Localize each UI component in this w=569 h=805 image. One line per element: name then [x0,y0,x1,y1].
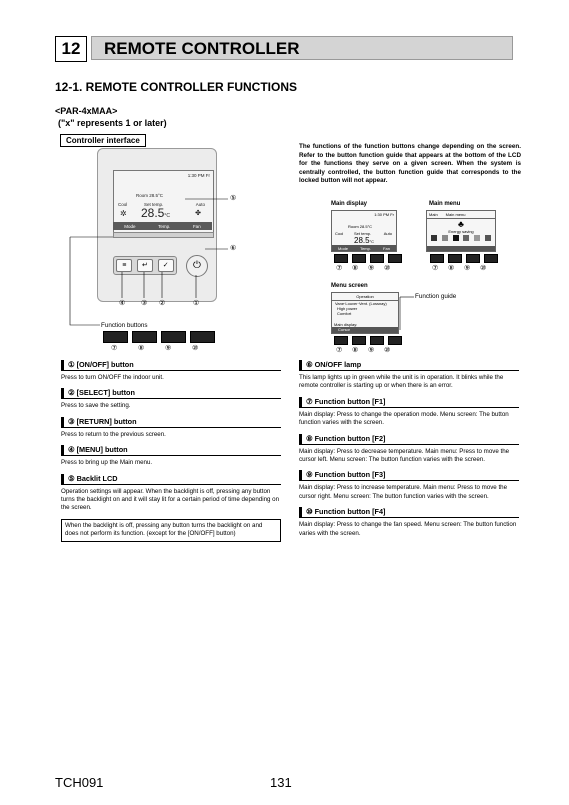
ms-footer: Main display: [334,322,358,327]
section-text: Press to return to the previous screen. [61,430,166,438]
fkey-f2[interactable] [132,331,157,343]
check-icon: ✓ [162,262,169,269]
mm-bar [427,246,495,251]
md-num-7: ⑦ [336,265,343,272]
section-text: Main display: Press to decrease temperature. Main menu: Press to move the cursor left. Menu screen: The button function varies with the screen. [299,447,510,464]
model-name: <PAR-4xMAA> [55,106,118,116]
lcd-time: 1:30 PM Fr [187,173,210,178]
chapter-number: 12 [55,36,87,62]
mm-header-main: Main [429,212,438,217]
md-value: 28.5°C [354,236,375,245]
power-icon: ⏻ [193,260,201,271]
fkey-f1[interactable] [103,331,128,343]
fan-icon: ✤ [195,210,201,217]
menu-icon-3 [453,235,459,241]
ms-num-8: ⑧ [352,347,359,354]
model-note: ("x" represents 1 or later) [58,118,167,128]
snowflake-icon: ✲ [120,209,127,218]
mm-num-9: ⑨ [464,265,471,272]
ms-fkey-1[interactable] [334,336,348,345]
md-mode: Cool [335,231,344,236]
menu-icon-6 [485,235,491,241]
main-menu-screen [426,210,496,252]
mm-fkey-4[interactable] [484,254,498,263]
ms-item-2: High power [337,306,358,311]
md-bar [332,245,396,251]
ms-header: Operation [332,293,398,301]
chapter-title: REMOTE CONTROLLER [91,36,513,60]
section-text: Press to save the setting. [61,402,131,410]
menu-screen [331,292,399,334]
md-fan: Auto [383,231,392,236]
section-text: Operation settings will appear. When the backlight is off, pressing any button turns the backlight on and it will stay lit for a certain period of time depending on the screen. [61,487,280,512]
ms-bar-cursor: Cursor [338,327,351,332]
mm-num-7: ⑦ [432,265,439,272]
main-display-title: Main display [331,201,368,207]
section-heading: ⑦ Function button [F1] [299,397,519,408]
lcd-bar-mode: Mode [124,223,136,229]
menu-screen-title: Menu screen [331,283,368,289]
lcd-fan: Auto [195,202,205,207]
section-text: Main display: Press to change the fan speed. Menu screen: The button function varies with the screen. [299,521,517,537]
ms-bar [332,327,398,333]
menu-icon-2 [442,235,448,241]
menu-icon-4 [463,235,469,241]
function-keys [103,331,215,343]
ms-num-9: ⑨ [368,347,375,354]
section-text: Main display: Press to increase temperature. Main menu: Press to move the cursor right. Menu screen: The button function varies with the screen. [299,484,508,500]
section-heading: ⑩ Function button [F4] [299,507,519,518]
md-fkey-1[interactable] [334,254,348,263]
md-num-9: ⑨ [368,265,375,272]
ms-fkey-2[interactable] [352,336,366,345]
section-heading: ③ [RETURN] button [61,417,281,428]
left-sections [61,360,281,542]
md-fkey-3[interactable] [370,254,384,263]
main-menu-title: Main menu [429,201,461,207]
section-title: 12-1. REMOTE CONTROLLER FUNCTIONS [55,80,298,94]
main-display-fkeys [334,254,402,263]
function-buttons-label: Function buttons [101,322,148,329]
intro-text: The functions of the function buttons change depending on the screen. Refer to the button function guide that appears at the bottom of the LCD for the functions they serve on a given screen. When the system is centrally controlled, the button function guide that corresponds to the locked button will not appear. [299,143,521,185]
fkey-number-9: ⑨ [165,345,172,352]
section-text: Press to turn ON/OFF the indoor unit. [61,374,164,381]
lcd-mode: Cool [118,202,128,207]
md-num-10: ⑩ [384,265,391,272]
menu-icon-1 [431,235,437,241]
ms-num-7: ⑦ [336,347,343,354]
ms-fkey-3[interactable] [370,336,384,345]
section-text: This lamp lights up in green while the unit is in operation. It blinks while the remote controller is starting up or when there is an error. [299,374,504,390]
md-bar-temp: Temp. [360,245,371,251]
fkey-number-10: ⑩ [192,345,199,352]
md-num-8: ⑧ [352,265,359,272]
md-fkey-2[interactable] [352,254,366,263]
md-time: 1:30 PM Fr [374,212,394,217]
return-icon: ↵ [142,262,148,269]
leaf-icon: ♣ [458,219,464,229]
md-set: Set temp. [354,231,372,236]
main-menu-fkeys [430,254,498,263]
controller-interface-label: Controller interface [60,134,146,147]
section-text: Press to bring up the Main menu. [61,459,153,467]
md-fkey-4[interactable] [388,254,402,263]
callout-1: ① [193,300,200,307]
section-heading: ⑨ Function button [F3] [299,470,519,481]
menu-screen-fkeys [334,336,402,345]
mm-fkey-3[interactable] [466,254,480,263]
md-bar-fan: Fan [383,245,390,251]
callout-2: ② [159,300,166,307]
callout-3: ③ [141,300,148,307]
fkey-number-7: ⑦ [111,345,118,352]
fkey-number-8: ⑧ [138,345,145,352]
mm-num-10: ⑩ [480,265,487,272]
md-bar-mode: Mode [338,245,349,251]
fkey-f3[interactable] [161,331,186,343]
menu-icon: ≡ [122,262,127,269]
ms-item-3: Comfort [337,311,352,316]
backlight-note: When the backlight is off, pressing any button turns the backlight on and does not perform its function. (except for the [ON/OFF] button) [61,519,281,542]
lcd-bar-fan: Fan [192,223,201,229]
section-heading: ① [ON/OFF] button [61,360,281,371]
mm-fkey-1[interactable] [430,254,444,263]
section-text: Main display: Press to change the operation mode. Menu screen: The button function varies with the screen. [299,410,509,427]
lcd-bar-temp: Temp. [158,223,171,229]
mm-num-8: ⑧ [448,265,455,272]
mm-item: Energy saving [448,229,474,234]
callout-5: ⑤ [230,195,237,202]
md-room: Room 28.5°C [348,224,373,229]
lcd-temp-value: 28.5°C [141,206,170,220]
callout-6: ⑥ [230,245,237,252]
mm-icons [427,234,495,242]
section-heading: ⑤ Backlit LCD [61,474,281,485]
mm-header [427,211,495,219]
lcd-set-temp-label: Set temp. [144,202,164,207]
section-heading: ② [SELECT] button [61,388,281,399]
lcd-room: Room 28.5°C [136,193,164,198]
section-heading: ⑧ Function button [F2] [299,434,519,445]
section-heading: ⑥ ON/OFF lamp [299,360,519,371]
right-sections [299,360,519,544]
menu-icon-5 [474,235,480,241]
doc-id: TCH091 [55,775,104,790]
ms-num-10: ⑩ [384,347,391,354]
mm-fkey-2[interactable] [448,254,462,263]
callout-4: ④ [119,300,126,307]
section-heading: ④ [MENU] button [61,445,281,456]
main-display-screen [331,210,397,252]
page-number: 131 [270,775,292,790]
ms-item-1: Vane·Louver·Vent. (Lossnay) [335,301,387,306]
mm-header-menu: Main menu [445,212,466,217]
function-guide-label: Function guide [415,293,457,300]
fkey-f4[interactable] [190,331,215,343]
ms-fkey-4[interactable] [388,336,402,345]
